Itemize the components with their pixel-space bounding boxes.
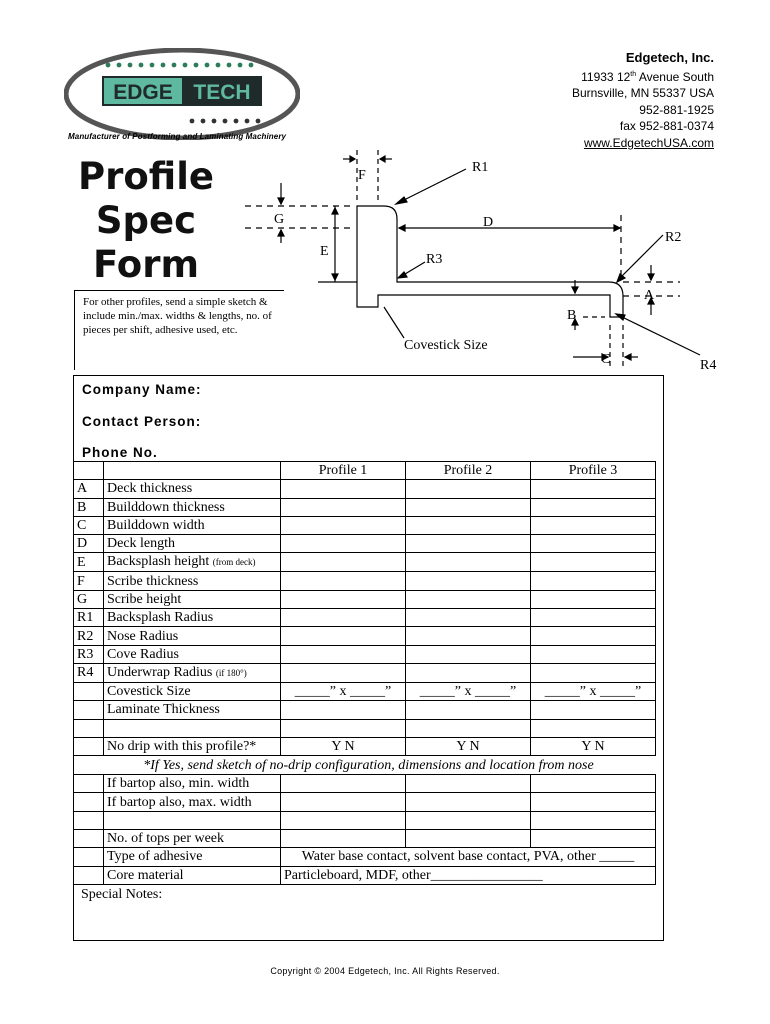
table-row-tops <box>74 830 656 848</box>
label-D: D <box>483 215 494 230</box>
table-row-laminate <box>74 701 656 719</box>
label-B: B <box>567 308 577 323</box>
table-row-bartop-max <box>74 793 656 811</box>
header-profile-2: Profile 2 <box>406 462 531 480</box>
tops-p3[interactable] <box>531 830 656 848</box>
row-code: A <box>74 480 104 498</box>
row-label: Cove Radius <box>104 645 281 663</box>
row-label: Deck thickness <box>104 480 281 498</box>
title-line-2: Spec <box>95 199 197 242</box>
tops-p1[interactable] <box>281 830 406 848</box>
profile-2-input[interactable] <box>406 590 531 608</box>
row-code: C <box>74 516 104 534</box>
address-line1: 11933 12th Avenue South <box>581 69 714 84</box>
bartop-max-p2[interactable] <box>406 793 531 811</box>
core-label: Core material <box>104 866 281 884</box>
profile-diagram <box>240 145 730 380</box>
table-row <box>74 627 656 645</box>
profile-1-input[interactable] <box>281 572 406 590</box>
nodrip-label: No drip with this profile?* <box>104 737 281 755</box>
label-R3: R3 <box>426 252 443 267</box>
nodrip-note: *If Yes, send sketch of no-drip configuration, dimensions and location from nose <box>143 758 594 773</box>
table-row <box>74 663 656 682</box>
phone-label[interactable]: Phone No. <box>82 445 158 460</box>
covestick-p3[interactable]: _____” x _____” <box>531 682 656 700</box>
logo-text-left: EDGE <box>113 81 173 104</box>
address-line2: Burnsville, MN 55337 USA <box>571 86 714 100</box>
table-row <box>74 609 656 627</box>
row-code: G <box>74 590 104 608</box>
row-label: Scribe thickness <box>104 572 281 590</box>
profile-3-input[interactable] <box>531 498 656 516</box>
other-profiles-note: For other profiles, send a simple sketch & include min./max. widths & lengths, no. of pieces per shift, adhesive used, etc. <box>74 290 284 370</box>
row-label: Deck length <box>104 535 281 553</box>
bartop-max-p1[interactable] <box>281 793 406 811</box>
row-label-suffix: (from deck) <box>212 557 256 568</box>
label-E: E <box>320 244 329 259</box>
table-row <box>74 553 656 572</box>
profile-2-input[interactable] <box>406 627 531 645</box>
tagline: Manufacturer of Postforming and Laminating Machinery <box>68 132 287 141</box>
spec-table <box>73 461 656 885</box>
table-row <box>74 645 656 663</box>
profile-1-input[interactable] <box>281 627 406 645</box>
profile-1-input[interactable] <box>281 498 406 516</box>
table-row-bartop-min <box>74 775 656 793</box>
profile-1-input[interactable] <box>281 590 406 608</box>
table-row-core <box>74 866 656 884</box>
special-notes-label[interactable]: Special Notes: <box>81 887 163 902</box>
table-row-blank-2 <box>74 811 656 829</box>
profile-2-input[interactable] <box>406 572 531 590</box>
nodrip-p2[interactable]: Y N <box>406 737 531 755</box>
bartop-min-p1[interactable] <box>281 775 406 793</box>
profile-2-input[interactable] <box>406 516 531 534</box>
profile-1-input[interactable] <box>281 645 406 663</box>
row-code: R1 <box>74 609 104 627</box>
row-label: Builddown thickness <box>104 498 281 516</box>
table-row <box>74 480 656 498</box>
profile-1-input[interactable] <box>281 535 406 553</box>
table-header-row <box>74 462 656 480</box>
row-code: F <box>74 572 104 590</box>
profile-1-input[interactable] <box>281 553 406 572</box>
nodrip-p1[interactable]: Y N <box>281 737 406 755</box>
laminate-p2[interactable] <box>406 701 531 719</box>
laminate-p3[interactable] <box>531 701 656 719</box>
label-G: G <box>274 212 285 227</box>
page-title <box>66 155 226 287</box>
tops-p2[interactable] <box>406 830 531 848</box>
bartop-min-label: If bartop also, min. width <box>104 775 281 793</box>
copyright: Copyright © 2004 Edgetech, Inc. All Rights Reserved. <box>270 966 500 976</box>
fax-number: fax 952-881-0374 <box>619 119 714 133</box>
label-R4: R4 <box>700 358 717 373</box>
title-line-1: Profile <box>78 155 214 198</box>
table-row <box>74 516 656 534</box>
bartop-max-label: If bartop also, max. width <box>104 793 281 811</box>
laminate-label: Laminate Thickness <box>104 701 281 719</box>
covestick-p1[interactable]: _____” x _____” <box>281 682 406 700</box>
profile-2-input[interactable] <box>406 553 531 572</box>
adhesive-label: Type of adhesive <box>104 848 281 866</box>
profile-1-input[interactable] <box>281 609 406 627</box>
profile-3-input[interactable] <box>531 663 656 682</box>
profile-3-input[interactable] <box>531 535 656 553</box>
covestick-p2[interactable]: _____” x _____” <box>406 682 531 700</box>
title-line-3: Form <box>93 243 199 286</box>
label-C: C <box>601 352 611 367</box>
row-label: Builddown width <box>104 516 281 534</box>
row-label: Nose Radius <box>104 627 281 645</box>
row-code: D <box>74 535 104 553</box>
profile-3-input[interactable] <box>531 609 656 627</box>
label-R1: R1 <box>472 160 489 175</box>
bartop-min-p2[interactable] <box>406 775 531 793</box>
covestick-label: Covestick Size <box>104 682 281 700</box>
row-code: E <box>74 553 104 572</box>
table-row-blank <box>74 719 656 737</box>
header-profile-3: Profile 3 <box>531 462 656 480</box>
profile-3-input[interactable] <box>531 590 656 608</box>
profile-2-input[interactable] <box>406 535 531 553</box>
row-code: R3 <box>74 645 104 663</box>
table-row <box>74 590 656 608</box>
row-code: B <box>74 498 104 516</box>
table-row-nodrip <box>74 737 656 755</box>
table-row <box>74 572 656 590</box>
table-row-adhesive <box>74 848 656 866</box>
adhesive-options[interactable]: Water base contact, solvent base contact, PVA, other _____ <box>281 848 656 866</box>
profile-3-input[interactable] <box>531 572 656 590</box>
tops-per-week-label: No. of tops per week <box>104 830 281 848</box>
label-R2: R2 <box>665 230 682 245</box>
label-F: F <box>358 168 366 183</box>
label-A: A <box>644 288 655 303</box>
bartop-max-p3[interactable] <box>531 793 656 811</box>
table-row <box>74 535 656 553</box>
row-label: Underwrap Radius (if 180°) <box>104 663 281 682</box>
profile-1-input[interactable] <box>281 663 406 682</box>
profile-3-input[interactable] <box>531 645 656 663</box>
header-profile-1: Profile 1 <box>281 462 406 480</box>
profile-1-input[interactable] <box>281 480 406 498</box>
row-label: Backsplash Radius <box>104 609 281 627</box>
table-row-covestick <box>74 682 656 700</box>
profile-1-input[interactable] <box>281 516 406 534</box>
profile-3-input[interactable] <box>531 516 656 534</box>
profile-2-input[interactable] <box>406 498 531 516</box>
row-code: R4 <box>74 663 104 682</box>
profile-3-input[interactable] <box>531 480 656 498</box>
profile-2-input[interactable] <box>406 609 531 627</box>
row-label: Scribe height <box>104 590 281 608</box>
row-label: Backsplash height (from deck) <box>104 553 281 572</box>
nodrip-p3[interactable]: Y N <box>531 737 656 755</box>
edgetech-logo <box>64 48 300 140</box>
profile-3-input[interactable] <box>531 627 656 645</box>
profile-2-input[interactable] <box>406 480 531 498</box>
table-row <box>74 498 656 516</box>
phone-number: 952-881-1925 <box>639 102 714 117</box>
profile-2-input[interactable] <box>406 645 531 663</box>
logo-text-right: TECH <box>193 81 251 104</box>
row-label-suffix: (if 180°) <box>215 667 247 678</box>
profile-2-input[interactable] <box>406 663 531 682</box>
bartop-min-p3[interactable] <box>531 775 656 793</box>
row-code: R2 <box>74 627 104 645</box>
website-link[interactable]: www.EdgetechUSA.com <box>583 135 714 150</box>
core-options[interactable]: Particleboard, MDF, other________________ <box>281 866 656 884</box>
company-contact-block <box>572 50 714 151</box>
label-covestick: Covestick Size <box>404 338 488 353</box>
company-name-label[interactable]: Company Name: <box>82 382 202 397</box>
laminate-p1[interactable] <box>281 701 406 719</box>
contact-person-label[interactable]: Contact Person: <box>82 414 202 429</box>
profile-3-input[interactable] <box>531 553 656 572</box>
company-name: Edgetech, Inc. <box>625 50 714 65</box>
